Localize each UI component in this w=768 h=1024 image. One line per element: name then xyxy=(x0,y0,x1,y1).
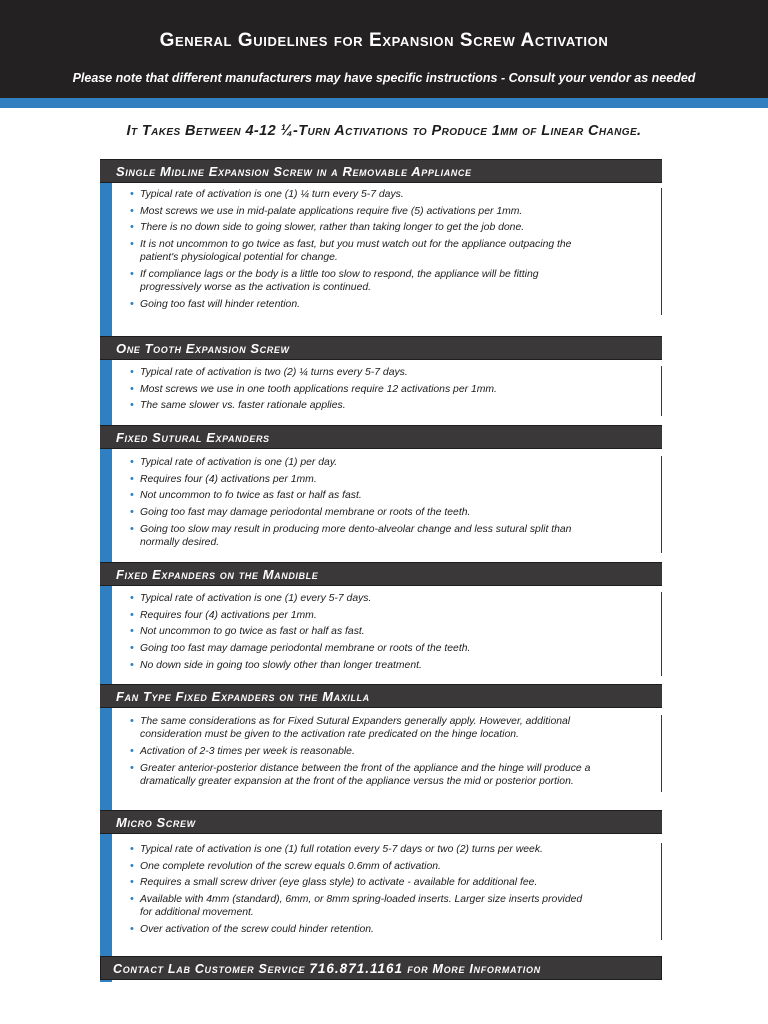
section-title-fixed-sutural: Fixed Sutural Expanders xyxy=(100,425,662,449)
bullet-item: • It is not uncommon to go twice as fast, but you must watch out for the appliance outpacing the patient's physiological potential for change. xyxy=(130,238,595,264)
section-body-mandible xyxy=(112,592,662,676)
phone-number: 716.871.1161 xyxy=(309,961,403,976)
section-title-micro-screw: Micro Screw xyxy=(100,810,662,834)
section-title-single-midline: Single Midline Expansion Screw in a Removable Appliance xyxy=(100,159,662,183)
bullet-item: • Most screws we use in mid-palate applications require five (5) activations per 1mm. xyxy=(130,205,595,218)
bullet-item: • Over activation of the screw could hinder retention. xyxy=(130,923,595,936)
bullet-item: • Typical rate of activation is one (1) ¼ turn every 5-7 days. xyxy=(130,188,595,201)
bullet-list xyxy=(112,188,661,311)
bullet-item: • Going too fast may damage periodontal membrane or roots of the teeth. xyxy=(130,642,595,655)
bullet-list xyxy=(112,366,661,413)
footer-suffix: for More Information xyxy=(407,962,541,976)
bullet-item: • Typical rate of activation is one (1) full rotation every 5-7 days or two (2) turns per week. xyxy=(130,843,595,856)
bullet-item: • Not uncommon to fo twice as fast or half as fast. xyxy=(130,489,595,502)
section-body-fixed-sutural xyxy=(112,456,662,553)
section-title-one-tooth: One Tooth Expansion Screw xyxy=(100,336,662,360)
bullet-item: • The same slower vs. faster rationale applies. xyxy=(130,399,595,412)
bullet-item: • If compliance lags or the body is a little too slow to respond, the appliance will be fitting progressively worse as the activation is continued. xyxy=(130,268,595,294)
bullet-item: • Available with 4mm (standard), 6mm, or 8mm spring-loaded inserts. Larger size inserts provided for additional movement. xyxy=(130,893,595,919)
bullet-item: • Typical rate of activation is one (1) per day. xyxy=(130,456,595,469)
bullet-list xyxy=(112,456,661,549)
guidelines-panel xyxy=(100,159,662,982)
section-title-fan-type: Fan Type Fixed Expanders on the Maxilla xyxy=(100,684,662,708)
footer-prefix: Contact Lab Customer Service xyxy=(113,962,306,976)
bullet-item: • Going too fast will hinder retention. xyxy=(130,298,595,311)
bullet-item: • There is no down side to going slower, rather than taking longer to get the job done. xyxy=(130,221,595,234)
section-body-fan-type xyxy=(112,715,662,792)
header-accent-stripe xyxy=(0,98,768,108)
page-subtitle: Please note that different manufacturers may have specific instructions - Consult your vendor as needed xyxy=(72,71,696,85)
section-title-mandible: Fixed Expanders on the Mandible xyxy=(100,562,662,586)
page-header xyxy=(0,0,768,98)
bullet-item: • Requires four (4) activations per 1mm. xyxy=(130,473,595,486)
bullet-item: • Activation of 2-3 times per week is reasonable. xyxy=(130,745,595,758)
bullet-item: • Typical rate of activation is one (1) every 5-7 days. xyxy=(130,592,595,605)
headline: It Takes Between 4-12 ¼-Turn Activations to Produce 1mm of Linear Change. xyxy=(126,123,642,139)
bullet-item: • Going too slow may result in producing more dento-alveolar change and less sutural split than normally desired. xyxy=(130,523,595,549)
bullet-item: • Going too fast may damage periodontal membrane or roots of the teeth. xyxy=(130,506,595,519)
bullet-item: • Typical rate of activation is two (2) ¼ turns every 5-7 days. xyxy=(130,366,595,379)
bullet-list xyxy=(112,592,661,672)
bullet-item: • Greater anterior-posterior distance between the front of the appliance and the hinge will produce a dramatically greater expansion at the front of the appliance versus the mid or posterior portion. xyxy=(130,762,595,788)
bullet-item: • The same considerations as for Fixed Sutural Expanders generally apply. However, additional consideration must be given to the activation rate predicated on the hinge location. xyxy=(130,715,595,741)
bullet-item: • No down side in going too slowly other than longer treatment. xyxy=(130,659,595,672)
section-body-micro-screw xyxy=(112,843,662,940)
section-body-one-tooth xyxy=(112,366,662,416)
bullet-item: • One complete revolution of the screw equals 0.6mm of activation. xyxy=(130,860,595,873)
bullet-list xyxy=(112,715,661,788)
bullet-item: • Requires four (4) activations per 1mm. xyxy=(130,609,595,622)
contact-footer xyxy=(100,956,662,980)
bullet-item: • Most screws we use in one tooth applications require 12 activations per 1mm. xyxy=(130,383,595,396)
bullet-list xyxy=(112,843,661,936)
bullet-item: • Not uncommon to go twice as fast or half as fast. xyxy=(130,625,595,638)
page-title: General Guidelines for Expansion Screw Activation xyxy=(159,30,609,51)
section-body-single-midline xyxy=(112,188,662,315)
bullet-item: • Requires a small screw driver (eye glass style) to activate - available for additional fee. xyxy=(130,876,595,889)
